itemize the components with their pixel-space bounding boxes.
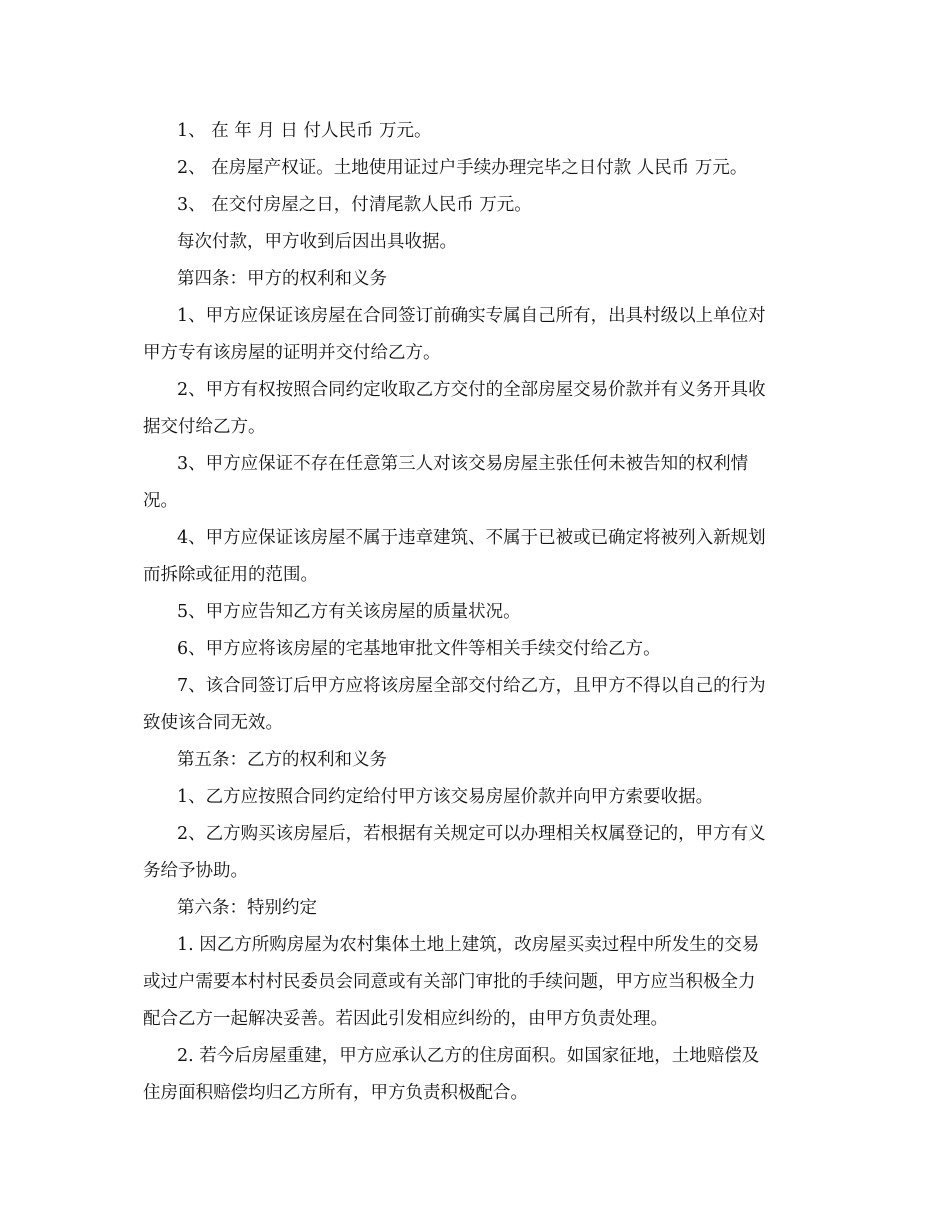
article-4-clause-4-line-1: 4、甲方应保证该房屋不属于违章建筑、不属于已被或已确定将被列入新规划 (177, 528, 766, 548)
article-4-clause-3-line-2: 况。 (143, 491, 178, 511)
article-5-clause-1: 1、乙方应按照合同约定给付甲方该交易房屋价款并向甲方索要收据。 (177, 787, 714, 807)
article-4-clause-5: 5、甲方应告知乙方有关该房屋的质量状况。 (177, 602, 521, 622)
article-5-clause-2-line-1: 2、乙方购买该房屋后，若根据有关规定可以办理相关权属登记的，甲方有义 (177, 824, 766, 844)
article-6-clause-2-line-2: 住房面积赔偿均归乙方所有，甲方负责积极配合。 (143, 1083, 528, 1103)
article-6-clause-1-line-3: 配合乙方一起解决妥善。若因此引发相应纠纷的，由甲方负责处理。 (143, 1009, 668, 1029)
article-5-clause-2-line-2: 务给予协助。 (143, 861, 248, 881)
article-4-clause-4-line-2: 而拆除或征用的范围。 (143, 565, 318, 585)
payment-item-2: 2、 在房屋产权证。土地使用证过户手续办理完毕之日付款 人民币 万元。 (177, 158, 748, 178)
contract-body (143, 113, 811, 1112)
article-4-clause-1-line-2: 甲方专有该房屋的证明并交付给乙方。 (143, 343, 441, 363)
article-4-clause-1-line-1: 1、甲方应保证该房屋在合同签订前确实专属自己所有，出具村级以上单位对 (177, 306, 766, 326)
article-6-clause-1-line-2: 或过户需要本村村民委员会同意或有关部门审批的手续问题，甲方应当积极全力 (143, 972, 756, 992)
article-4-clause-3-line-1: 3、甲方应保证不存在任意第三人对该交易房屋主张任何未被告知的权利情 (177, 454, 749, 474)
article-6-clause-1-line-1: 1. 因乙方所购房屋为农村集体土地上建筑，改房屋买卖过程中所发生的交易 (177, 935, 760, 955)
article-4-clause-7-line-1: 7、该合同签订后甲方应将该房屋全部交付给乙方，且甲方不得以自己的行为 (177, 676, 766, 696)
article-5-heading: 第五条：乙方的权利和义务 (177, 750, 387, 770)
receipt-note: 每次付款，甲方收到后因出具收据。 (177, 232, 457, 252)
payment-item-1: 1、 在 年 月 日 付人民币 万元。 (177, 121, 432, 141)
article-6-clause-2-line-1: 2. 若今后房屋重建，甲方应承认乙方的住房面积。如国家征地，土地赔偿及 (177, 1046, 760, 1066)
payment-item-3: 3、 在交付房屋之日，付清尾款人民币 万元。 (177, 195, 532, 215)
article-4-clause-2-line-1: 2、甲方有权按照合同约定收取乙方交付的全部房屋交易价款并有义务开具收 (177, 380, 766, 400)
article-6-heading: 第六条：特别约定 (177, 898, 317, 918)
article-4-clause-7-line-2: 致使该合同无效。 (143, 713, 283, 733)
article-4-heading: 第四条：甲方的权利和义务 (177, 269, 387, 289)
article-4-clause-2-line-2: 据交付给乙方。 (143, 417, 266, 437)
article-4-clause-6: 6、甲方应将该房屋的宅基地审批文件等相关手续交付给乙方。 (177, 639, 661, 659)
